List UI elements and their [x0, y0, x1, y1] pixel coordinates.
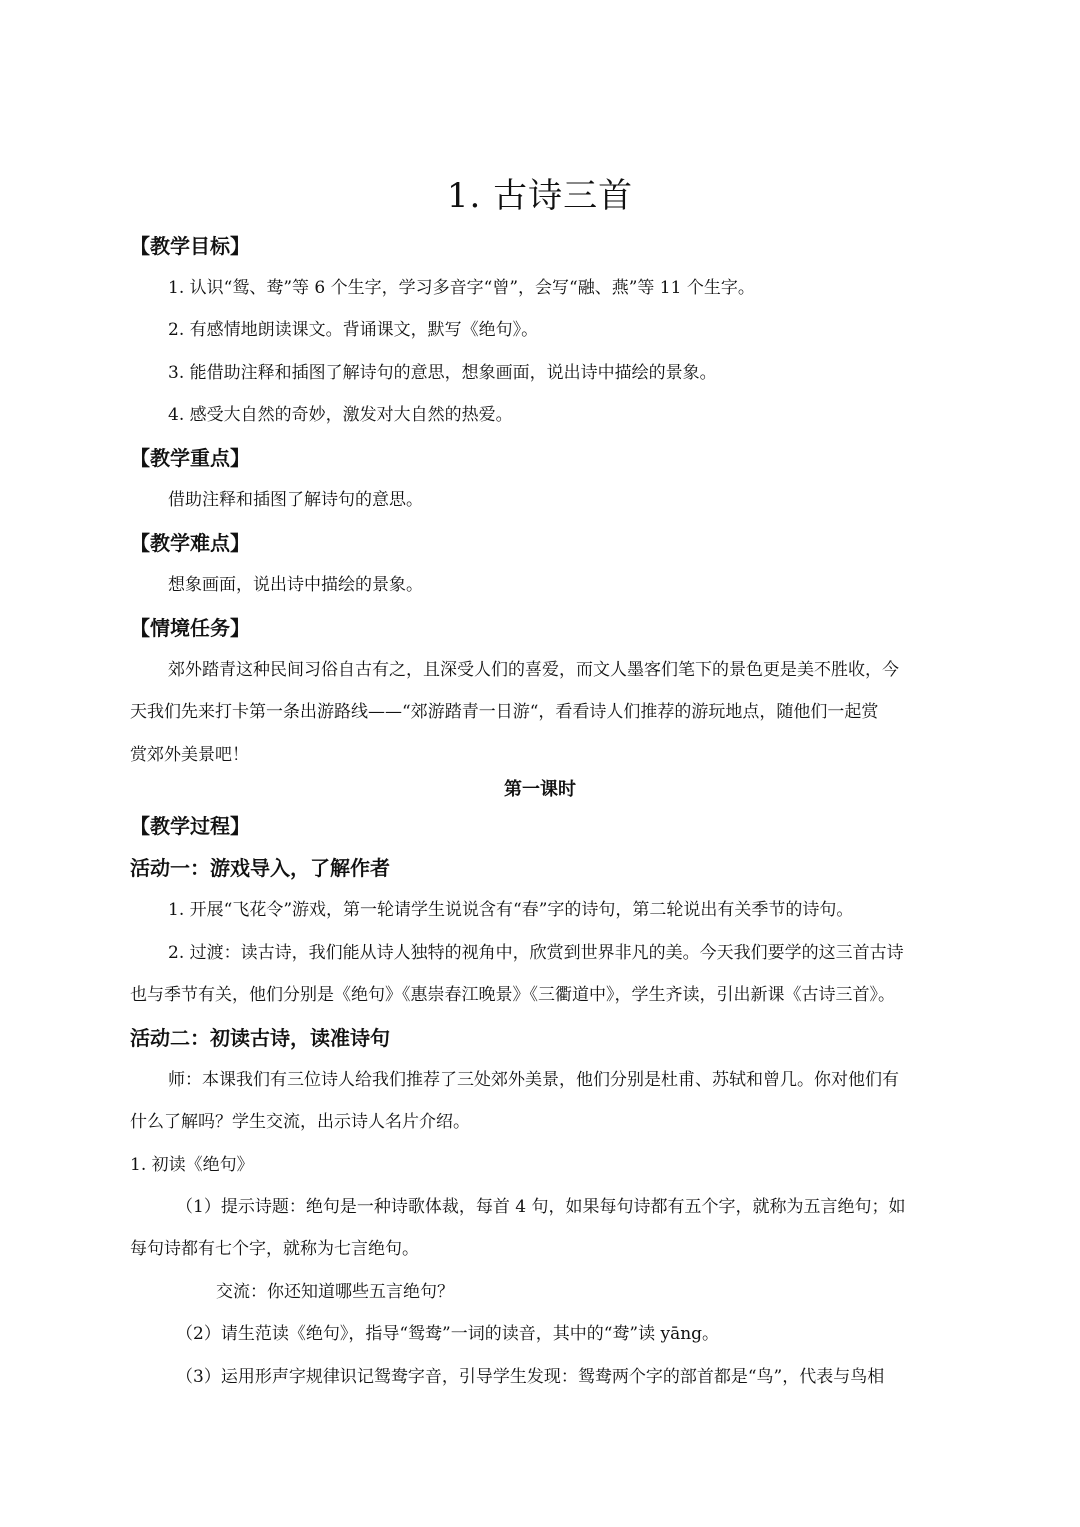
- exchange-line: 交流：你还知道哪些五言绝句？: [216, 1282, 454, 1302]
- objective-item: 1. 认识“鸳、鸯”等 6 个生字，学习多音字“曾”，会写“融、燕”等 11 个生字。: [168, 278, 755, 298]
- situation-line: 天我们先来打卡第一条出游路线——“郊游踏青一日游“，看看诗人们推荐的游玩地点，随他们一起赏: [130, 702, 879, 722]
- activity-two-intro-line: 师：本课我们有三位诗人给我们推荐了三处郊外美景，他们分别是杜甫、苏轼和曾几。你对他们有: [168, 1070, 899, 1090]
- activity-two-intro-line: 什么了解吗？学生交流，出示诗人名片介绍。: [130, 1112, 470, 1132]
- step-three-line: （3）运用形声字规律识记鸳鸯字音，引导学生发现：鸳鸯两个字的部首都是“鸟”，代表与鸟相: [176, 1367, 885, 1387]
- page-title: 1. 古诗三首: [446, 176, 634, 216]
- activity-one-line: 2. 过渡：读古诗，我们能从诗人独特的视角中，欣赏到世界非凡的美。今天我们要学的这三首古诗: [168, 943, 904, 963]
- objective-item: 3. 能借助注释和插图了解诗句的意思，想象画面，说出诗中描绘的景象。: [168, 363, 717, 383]
- activity-one-line: 也与季节有关，他们分别是《绝句》《惠崇春江晚景》《三衢道中》，学生齐读，引出新课《古诗三首》。: [130, 985, 895, 1005]
- difficulty-heading: 【教学难点】: [130, 531, 250, 555]
- process-heading: 【教学过程】: [130, 814, 250, 838]
- lesson-label: 第一课时: [504, 779, 576, 800]
- sub-heading-jueju: 1. 初读《绝句》: [130, 1155, 254, 1175]
- difficulty-text: 想象画面，说出诗中描绘的景象。: [168, 575, 423, 595]
- activity-one-line: 1. 开展“飞花令”游戏，第一轮请学生说说含有“春”字的诗句，第二轮说出有关季节的诗句。: [168, 900, 854, 920]
- step-two-line: （2）请生范读《绝句》，指导“鸳鸯”一词的读音，其中的“鸯”读 yāng。: [176, 1324, 720, 1344]
- situation-heading: 【情境任务】: [130, 616, 250, 640]
- step-one-line: 每句诗都有七个字，就称为七言绝句。: [130, 1239, 419, 1259]
- situation-line: 赏郊外美景吧！: [130, 745, 249, 765]
- objective-item: 4. 感受大自然的奇妙，激发对大自然的热爱。: [168, 405, 513, 425]
- step-one-line: （1）提示诗题：绝句是一种诗歌体裁，每首 4 句，如果每句诗都有五个字，就称为五言绝句；如: [176, 1197, 906, 1217]
- key-point-text: 借助注释和插图了解诗句的意思。: [168, 490, 423, 510]
- key-point-heading: 【教学重点】: [130, 446, 250, 470]
- objective-item: 2. 有感情地朗读课文。背诵课文，默写《绝句》。: [168, 320, 539, 340]
- activity-one-title: 活动一：游戏导入，了解作者: [130, 856, 390, 880]
- objectives-heading: 【教学目标】: [130, 234, 250, 258]
- activity-two-title: 活动二：初读古诗，读准诗句: [130, 1026, 390, 1050]
- situation-line: 郊外踏青这种民间习俗自古有之，且深受人们的喜爱，而文人墨客们笔下的景色更是美不胜收，今: [168, 660, 899, 680]
